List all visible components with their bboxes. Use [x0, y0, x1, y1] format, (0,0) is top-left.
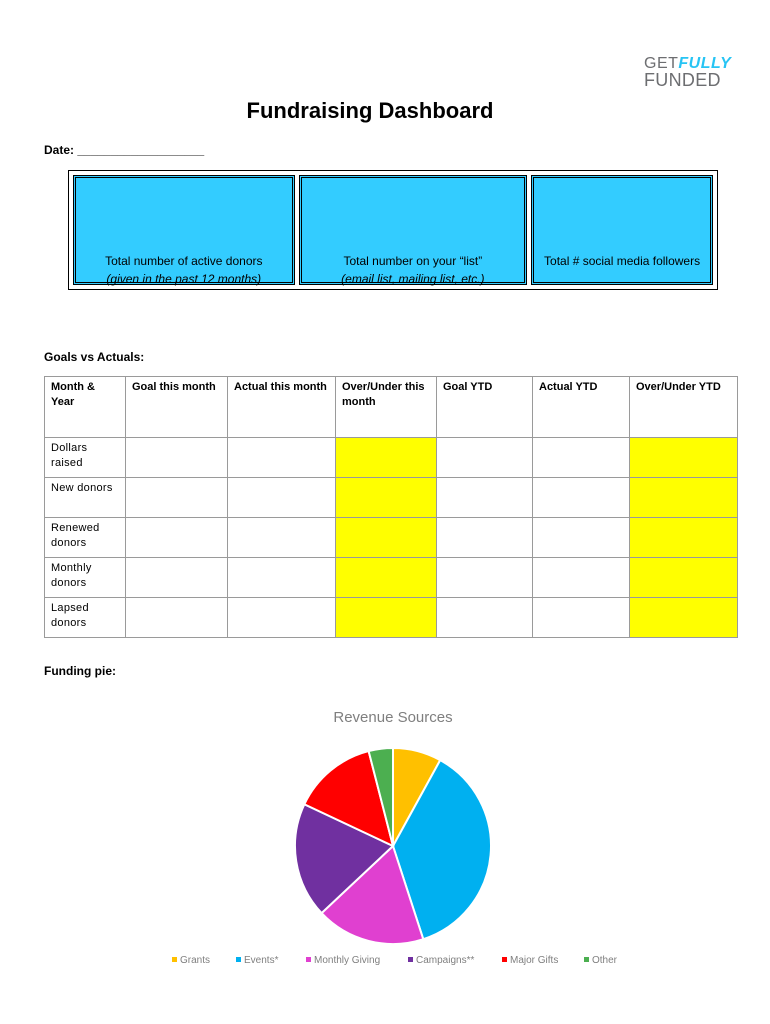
- legend-label: Other: [592, 955, 618, 966]
- legend-label: Events*: [244, 955, 279, 966]
- table-row: [45, 558, 738, 598]
- col-header-over-under-month: Over/Under this month: [336, 377, 437, 438]
- metric-title: Total number on your “list”: [343, 254, 483, 268]
- row-label: Renewed donors: [45, 518, 126, 558]
- row-label: Monthly donors: [45, 558, 126, 598]
- funding-section-label: Funding pie:: [44, 664, 116, 678]
- input-cell[interactable]: [126, 558, 228, 598]
- input-cell[interactable]: [437, 438, 533, 478]
- input-cell[interactable]: [533, 558, 630, 598]
- date-field[interactable]: Date: ___________________: [44, 143, 205, 157]
- table-header-row: [45, 377, 738, 438]
- highlight-cell[interactable]: [630, 438, 738, 478]
- legend-swatch: [306, 957, 311, 962]
- input-cell[interactable]: [533, 438, 630, 478]
- table-row: [45, 478, 738, 518]
- chart-title: Revenue Sources: [333, 709, 453, 726]
- input-cell[interactable]: [228, 518, 336, 558]
- input-cell[interactable]: [533, 478, 630, 518]
- highlight-cell[interactable]: [630, 478, 738, 518]
- input-cell[interactable]: [437, 598, 533, 638]
- list-size-box[interactable]: [299, 175, 528, 285]
- col-header-month-year: Month & Year: [45, 377, 126, 438]
- input-cell[interactable]: [228, 558, 336, 598]
- get-fully-funded-logo: [644, 56, 734, 92]
- revenue-pie-chart: [160, 700, 640, 980]
- goals-vs-actuals-table: [44, 376, 738, 638]
- table-row: [45, 598, 738, 638]
- logo-fully-text: FULLY: [678, 55, 732, 72]
- metric-subtitle: (given in the past 12 months): [106, 272, 262, 286]
- table-row: [45, 438, 738, 478]
- input-cell[interactable]: [126, 518, 228, 558]
- highlight-cell[interactable]: [336, 558, 437, 598]
- legend-swatch: [408, 957, 413, 962]
- legend-label: Grants: [180, 955, 211, 966]
- col-header-goal-month: Goal this month: [126, 377, 228, 438]
- highlight-cell[interactable]: [630, 558, 738, 598]
- legend-swatch: [236, 957, 241, 962]
- active-donors-box[interactable]: [73, 175, 295, 285]
- legend-label: Major Gifts: [510, 955, 559, 966]
- metrics-panel: [68, 170, 718, 290]
- input-cell[interactable]: [437, 478, 533, 518]
- goals-section-label: Goals vs Actuals:: [44, 350, 145, 364]
- metric-subtitle: (email list, mailing list, etc.): [341, 272, 485, 286]
- col-header-actual-ytd: Actual YTD: [533, 377, 630, 438]
- input-cell[interactable]: [437, 558, 533, 598]
- metric-title: Total # social media followers: [544, 254, 701, 268]
- highlight-cell[interactable]: [630, 598, 738, 638]
- legend-swatch: [502, 957, 507, 962]
- input-cell[interactable]: [533, 598, 630, 638]
- input-cell[interactable]: [437, 518, 533, 558]
- metric-title: Total number of active donors: [105, 254, 263, 268]
- input-cell[interactable]: [228, 438, 336, 478]
- page-title: Fundraising Dashboard: [246, 98, 494, 123]
- table-row: [45, 518, 738, 558]
- col-header-goal-ytd: Goal YTD: [437, 377, 533, 438]
- highlight-cell[interactable]: [630, 518, 738, 558]
- highlight-cell[interactable]: [336, 518, 437, 558]
- input-cell[interactable]: [126, 438, 228, 478]
- input-cell[interactable]: [126, 598, 228, 638]
- row-label: Lapsed donors: [45, 598, 126, 638]
- col-header-actual-month: Actual this month: [228, 377, 336, 438]
- legend-swatch: [584, 957, 589, 962]
- legend-swatch: [172, 957, 177, 962]
- input-cell[interactable]: [126, 478, 228, 518]
- row-label: Dollars raised: [45, 438, 126, 478]
- row-label: New donors: [45, 478, 126, 518]
- legend-label: Monthly Giving: [314, 955, 381, 966]
- input-cell[interactable]: [228, 478, 336, 518]
- input-cell[interactable]: [228, 598, 336, 638]
- social-followers-box[interactable]: [531, 175, 713, 285]
- legend-label: Campaigns**: [416, 955, 475, 966]
- highlight-cell[interactable]: [336, 598, 437, 638]
- col-header-over-under-ytd: Over/Under YTD: [630, 377, 738, 438]
- highlight-cell[interactable]: [336, 478, 437, 518]
- logo-funded-text: FUNDED: [644, 70, 721, 90]
- highlight-cell[interactable]: [336, 438, 437, 478]
- logo-get-text: GET: [644, 55, 679, 72]
- input-cell[interactable]: [533, 518, 630, 558]
